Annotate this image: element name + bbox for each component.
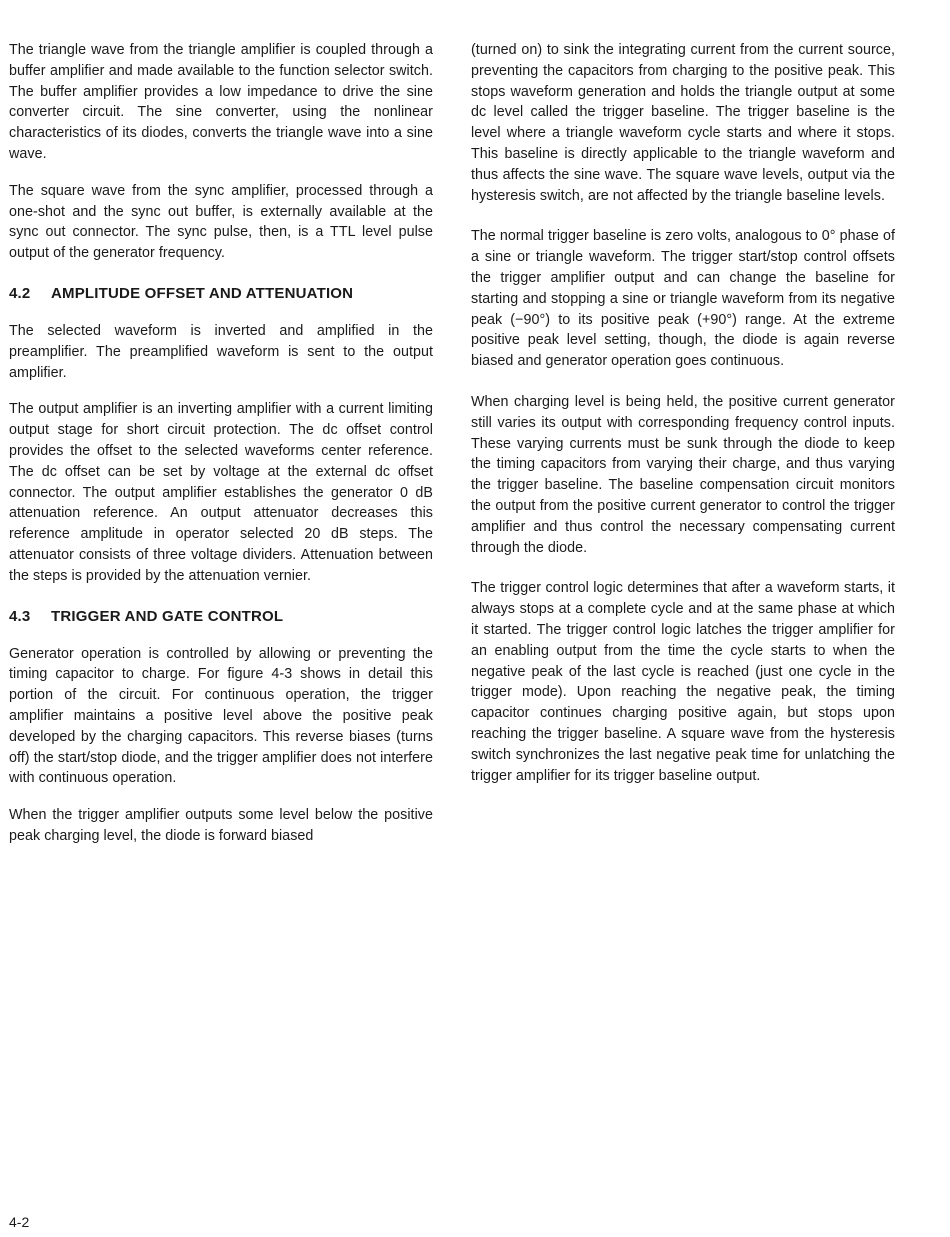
paragraph-generator-operation: Generator operation is controlled by allowing or preventing the timing capacitor to charge. For figure 4-3 shows in detail this portion of the circuit. For continuous operation, the trigger amplifier maintains a positive level above the positive peak developed by the charging capacitors. This reverse biases (turns off) the start/stop diode, and the trigger amplifier does not interfere with continuous operation. bbox=[9, 645, 433, 787]
page-number: 4-2 bbox=[9, 1214, 30, 1230]
section-number: 4.3 bbox=[9, 607, 31, 625]
paragraph-trigger-amplifier-level: When the trigger amplifier outputs some level below the positive peak charging level, the diode is forward biased bbox=[9, 807, 433, 844]
paragraph-preamplifier: The selected waveform is inverted and amplified in the preamplifier. The preamplified waveform is sent to the output amplifier. bbox=[9, 322, 433, 381]
left-column bbox=[9, 40, 433, 863]
paragraph-output-amplifier: The output amplifier is an inverting amplifier with a current limiting output stage for short circuit protection. The dc offset control provides the offset to the selected waveforms center reference. The dc offset can be set by voltage at the external dc offset connector. The output amplifier establishes the generator 0 dB attenuation reference. An output attenuator decreases this reference amplitude in operator selected 20 dB steps. The attenuator consists of three voltage dividers. Attenuation between the steps is provided by the attenuation vernier. bbox=[9, 401, 433, 584]
paragraph-sync-out: The square wave from the sync amplifier, processed through a one-shot and the sync out buffer, is externally available at the sync out connector. The sync pulse, then, is a TTL level pulse output of the generator frequency. bbox=[9, 182, 433, 262]
section-title: AMPLITUDE OFFSET AND ATTENUATION bbox=[51, 284, 354, 302]
section-heading-4-2 bbox=[9, 284, 433, 304]
paragraph-normal-trigger-baseline: The normal trigger baseline is zero volts, analogous to 0° phase of a sine or triangle waveform. The trigger start/stop control offsets the trigger amplifier output and can change the baseline for starting and stopping a sine or triangle waveform from its negative peak (−90°) to its positive peak (+90°) range. At the extreme positive peak level setting, though, the diode is again reverse biased and generator operation goes continuous. bbox=[471, 228, 895, 370]
paragraph-charging-level: When charging level is being held, the positive current generator still varies its output with corresponding frequency control inputs. These varying currents must be sunk through the diode to keep the timing capacitors from varying their charge, and thus varying the trigger baseline. The baseline compensation circuit monitors the output from the positive current generator to control the trigger amplifier and thus control the necessary compensating current through the diode. bbox=[471, 393, 895, 556]
paragraph-triangle-buffer: The triangle wave from the triangle amplifier is coupled through a buffer amplifier and made available to the function selector switch. The buffer amplifier provides a low impedance to drive the sine converter circuit. The sine converter, using the nonlinear characteristics of its diodes, converts the triangle wave into a sine wave. bbox=[9, 42, 433, 162]
section-heading-4-3 bbox=[9, 607, 433, 627]
paragraph-trigger-control-logic: The trigger control logic determines that after a waveform starts, it always stops at a complete cycle and at the same phase at which it started. The trigger control logic latches the trigger amplifier for an enabling output from the time the cycle starts to when the negative peak of the last cycle is reached (just one cycle in the trigger mode). Upon reaching the negative peak, the timing capacitor continues charging positive again, but stops upon reaching the trigger baseline. A square wave from the hysteresis switch synchronizes the last negative peak time for unlatching the trigger amplifier for its trigger baseline output. bbox=[471, 580, 895, 784]
right-column bbox=[471, 40, 895, 802]
paragraph-trigger-baseline: (turned on) to sink the integrating current from the current source, preventing the capacitors from charging to the positive peak. This stops waveform generation and holds the triangle output at some dc level called the trigger baseline. The trigger baseline is the level where a triangle waveform cycle starts and where it stops. This baseline is directly applicable to the triangle waveform and thus affects the sine wave. The square wave levels, output via the hysteresis switch, are not affected by the triangle baseline levels. bbox=[471, 42, 895, 204]
section-number: 4.2 bbox=[9, 284, 31, 302]
section-title: TRIGGER AND GATE CONTROL bbox=[51, 607, 284, 625]
